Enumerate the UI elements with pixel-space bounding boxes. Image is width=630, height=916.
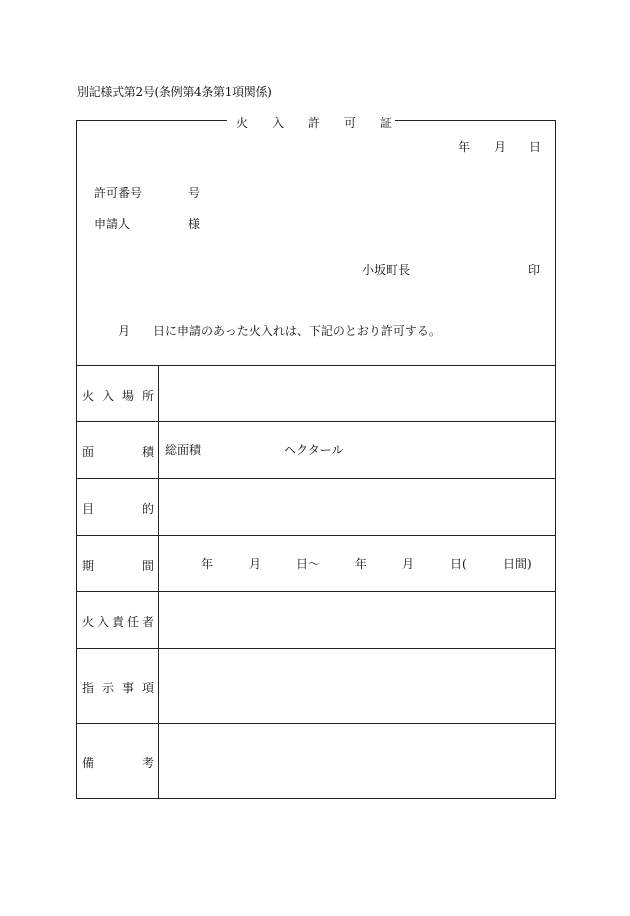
period-label-char-1: 期	[82, 559, 95, 573]
title-char-3: 許	[308, 116, 321, 130]
period-start-day: 日〜	[296, 557, 321, 571]
instructions-label-char-2: 示	[102, 681, 115, 695]
title-char-4: 可	[344, 116, 357, 130]
row-line-5	[76, 648, 556, 649]
statement-text: 日に申請のあった火入れは、下記のとおり許可する。	[153, 324, 441, 338]
label-column-divider	[158, 365, 159, 799]
permit-number-suffix: 号	[188, 186, 201, 200]
row-line-3	[76, 535, 556, 536]
responsible-label-char-4: 任	[127, 615, 140, 629]
period-start-month: 月	[249, 557, 262, 571]
seal-mark: 印	[528, 263, 541, 277]
responsible-label-char-1: 火	[82, 615, 95, 629]
date-year: 年	[458, 140, 471, 154]
period-end-day: 日(	[450, 557, 467, 571]
applicant-label: 申請人	[94, 217, 131, 231]
row-line-4	[76, 591, 556, 592]
purpose-label-char-2: 的	[142, 502, 155, 516]
form-caption: 別記様式第2号(条例第4条第1項関係)	[77, 85, 272, 99]
area-unit: ヘクタール	[284, 443, 344, 457]
period-start-year: 年	[201, 557, 214, 571]
permit-number-label: 許可番号	[94, 186, 143, 200]
period-end-month: 月	[402, 557, 415, 571]
remarks-label-char-1: 備	[82, 756, 95, 770]
row-line-6	[76, 723, 556, 724]
applicant-suffix: 様	[188, 217, 201, 231]
title-char-1: 火	[236, 116, 249, 130]
place-label-char-3: 場	[122, 389, 135, 403]
row-line-1	[76, 421, 556, 422]
area-label-char-1: 面	[82, 445, 95, 459]
title-char-2: 入	[272, 116, 285, 130]
area-label-char-2: 積	[142, 445, 155, 459]
remarks-label-char-2: 考	[142, 756, 155, 770]
responsible-label-char-3: 責	[112, 615, 125, 629]
table-top-line	[76, 365, 556, 366]
date-day: 日	[529, 140, 542, 154]
responsible-label-char-2: 入	[97, 615, 110, 629]
row-line-2	[76, 478, 556, 479]
instructions-label-char-1: 指	[82, 681, 95, 695]
instructions-label-char-4: 項	[142, 681, 155, 695]
place-label-char-2: 入	[102, 389, 115, 403]
instructions-label-char-3: 事	[122, 681, 135, 695]
responsible-label-char-5: 者	[142, 615, 155, 629]
statement-month: 月	[118, 324, 131, 338]
date-month: 月	[494, 140, 507, 154]
place-label-char-1: 火	[82, 389, 95, 403]
mayor-title: 小坂町長	[362, 263, 411, 277]
purpose-label-char-1: 目	[82, 502, 95, 516]
period-end-year: 年	[355, 557, 368, 571]
place-label-char-4: 所	[142, 389, 155, 403]
period-days: 日間)	[503, 557, 532, 571]
title-char-5: 証	[380, 116, 393, 130]
total-area-label: 総面積	[165, 443, 202, 457]
period-label-char-2: 間	[142, 559, 155, 573]
